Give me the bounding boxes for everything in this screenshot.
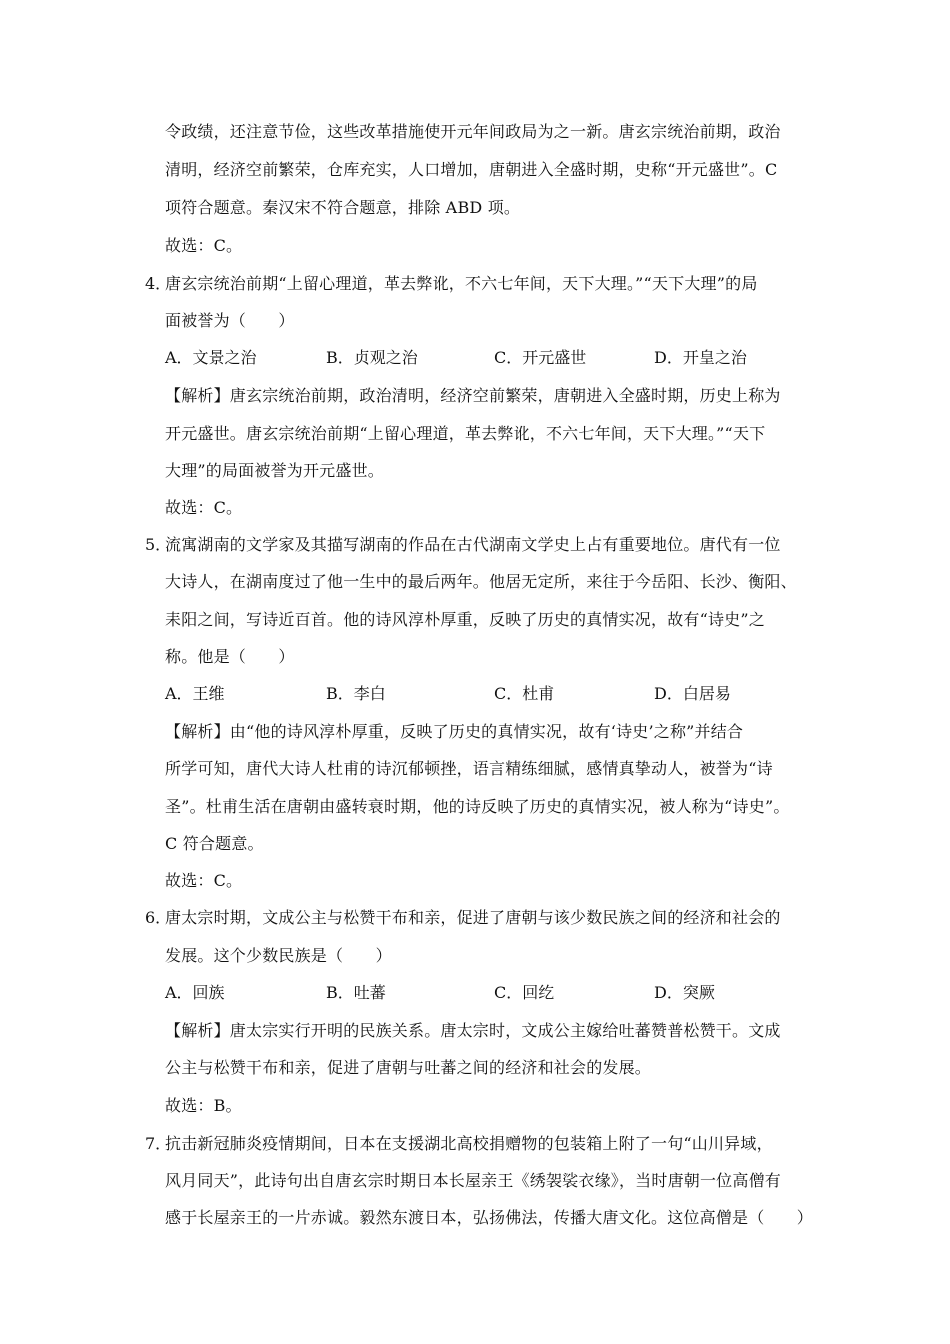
answer-line: 故选：C。 [165,236,243,255]
option-c: C．回纥 [494,983,555,1002]
analysis-line: 【解析】唐玄宗统治前期，政治清明，经济空前繁荣，唐朝进入全盛时期，历史上称为 [165,386,781,405]
answer-line: 故选：C。 [165,498,243,517]
answer-line: 故选：C。 [165,871,243,890]
question-stem-line: 感于长屋亲王的一片赤诚。毅然东渡日本，弘扬佛法，传播大唐文化。这位高僧是（ ） [165,1208,814,1227]
question-stem-line: 风月同天”，此诗句出自唐玄宗时期日本长屋亲王《绣袈裟衣缘》，当时唐朝一位高僧有 [165,1171,781,1190]
option-b: B．李白 [326,684,386,703]
option-c: C．开元盛世 [494,348,587,367]
question-stem-line: 流寓湖南的文学家及其描写湖南的作品在古代湖南文学史上占有重要地位。唐代有一位 [165,535,781,554]
question-number: 7． [145,1134,172,1153]
question-stem-line: 大诗人，在湖南度过了他一生中的最后两年。他居无定所，来往于今岳阳、长沙、衡阳、 [165,572,797,591]
analysis-line: 【解析】由“他的诗风淳朴厚重，反映了历史的真情实况，故有‘诗史’之称”并结合 [165,722,744,741]
option-d: D．突厥 [654,983,715,1002]
question-stem-line: 唐太宗时期，文成公主与松赞干布和亲，促进了唐朝与该少数民族之间的经济和社会的 [165,908,781,927]
question-stem-line: 称。他是（ ） [165,647,295,666]
option-a: A．文景之治 [165,348,257,367]
analysis-line: C 符合题意。 [165,834,264,853]
analysis-line: 圣”。杜甫生活在唐朝由盛转衰时期，他的诗反映了历史的真情实况，被人称为“诗史”。 [165,797,790,816]
question-stem-line: 耒阳之间，写诗近百首。他的诗风淳朴厚重，反映了历史的真情实况，故有“诗史”之 [165,610,765,629]
analysis-line: 所学可知，唐代大诗人杜甫的诗沉郁顿挫，语言精练细腻，感情真挚动人，被誉为“诗 [165,759,773,778]
option-b: B．吐蕃 [326,983,386,1002]
answer-line: 故选：B。 [165,1096,242,1115]
option-c: C．杜甫 [494,684,555,703]
analysis-line: 令政绩，还注意节俭，这些改革措施使开元年间政局为之一新。唐玄宗统治前期，政治 [165,122,781,141]
question-stem-line: 发展。这个少数民族是（ ） [165,946,392,965]
analysis-line: 公主与松赞干布和亲，促进了唐朝与吐蕃之间的经济和社会的发展。 [165,1058,652,1077]
option-b: B．贞观之治 [326,348,418,367]
question-stem-line: 面被誉为（ ） [165,311,295,330]
question-number: 6． [145,908,172,927]
option-d: D．开皇之治 [654,348,747,367]
question-number: 4． [145,274,172,293]
analysis-line: 清明，经济空前繁荣，仓库充实，人口增加，唐朝进入全盛时期，史称“开元盛世”。C [165,160,778,179]
question-stem-line: 抗击新冠肺炎疫情期间，日本在支援湖北高校捐赠物的包装箱上附了一句“山川异域， [165,1134,773,1153]
question-stem-line: 唐玄宗统治前期“上留心理道，革去弊讹，不六七年间，天下大理。”“天下大理”的局 [165,274,758,293]
analysis-line: 大理”的局面被誉为开元盛世。 [165,461,384,480]
analysis-line: 开元盛世。唐玄宗统治前期“上留心理道，革去弊讹，不六七年间，天下大理。”“天下 [165,424,766,443]
option-a: A．王维 [165,684,225,703]
analysis-line: 项符合题意。秦汉宋不符合题意，排除 ABD 项。 [165,198,521,217]
option-d: D．白居易 [654,684,731,703]
analysis-line: 【解析】唐太宗实行开明的民族关系。唐太宗时，文成公主嫁给吐蕃赞普松赞干。文成 [165,1021,781,1040]
option-a: A．回族 [165,983,225,1002]
question-number: 5． [145,535,172,554]
